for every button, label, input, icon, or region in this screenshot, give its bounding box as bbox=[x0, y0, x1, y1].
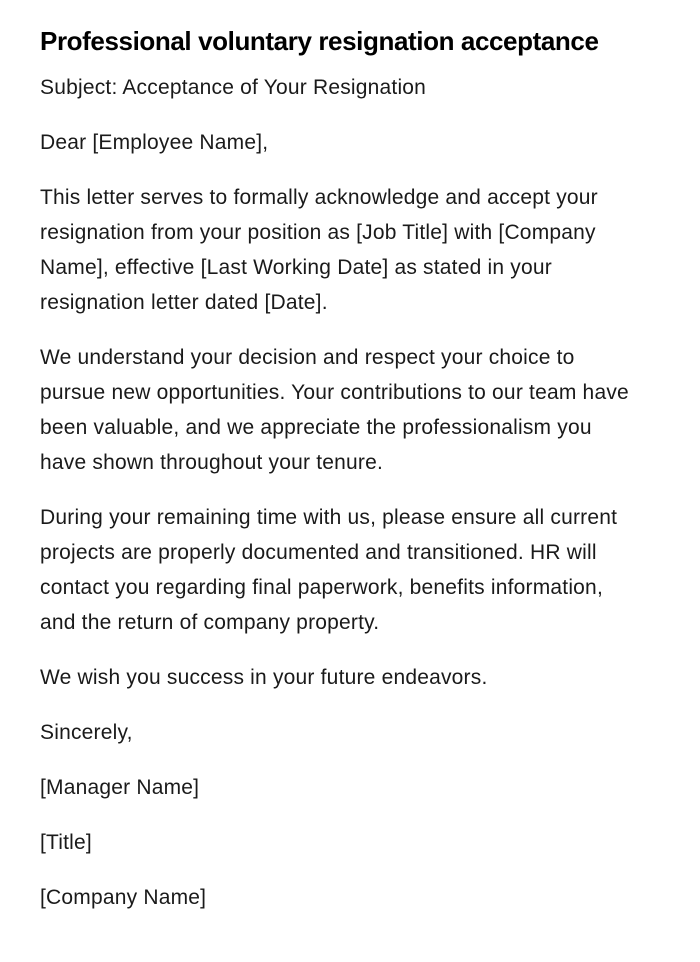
letter-paragraph: We understand your decision and respect your choice to pursue new opportunities. Your contributions to our team have been valuable, and we appreciate the professionalism you have shown throughout your tenure. bbox=[40, 346, 629, 474]
letter-paragraph: This letter serves to formally acknowledge and accept your resignation from your position as [Job Title] with [Company Name], effective [Last Working Date] as stated in your resignation letter dated [Date]. bbox=[40, 186, 598, 314]
signature-line: [Title] bbox=[40, 831, 92, 854]
salutation: Dear [Employee Name], bbox=[40, 131, 269, 154]
subject-line: Subject: Acceptance of Your Resignation bbox=[40, 76, 427, 99]
signature-line: [Company Name] bbox=[40, 886, 207, 909]
signature-line: [Manager Name] bbox=[40, 776, 200, 799]
letter-paragraph: During your remaining time with us, please ensure all current projects are properly documented and transitioned. HR will contact you regarding final paperwork, benefits information, and the return of company property. bbox=[40, 506, 618, 634]
letter-paragraph: We wish you success in your future endeavors. bbox=[40, 666, 488, 689]
closing: Sincerely, bbox=[40, 721, 133, 744]
page-title: Professional voluntary resignation acceptance bbox=[40, 26, 599, 56]
